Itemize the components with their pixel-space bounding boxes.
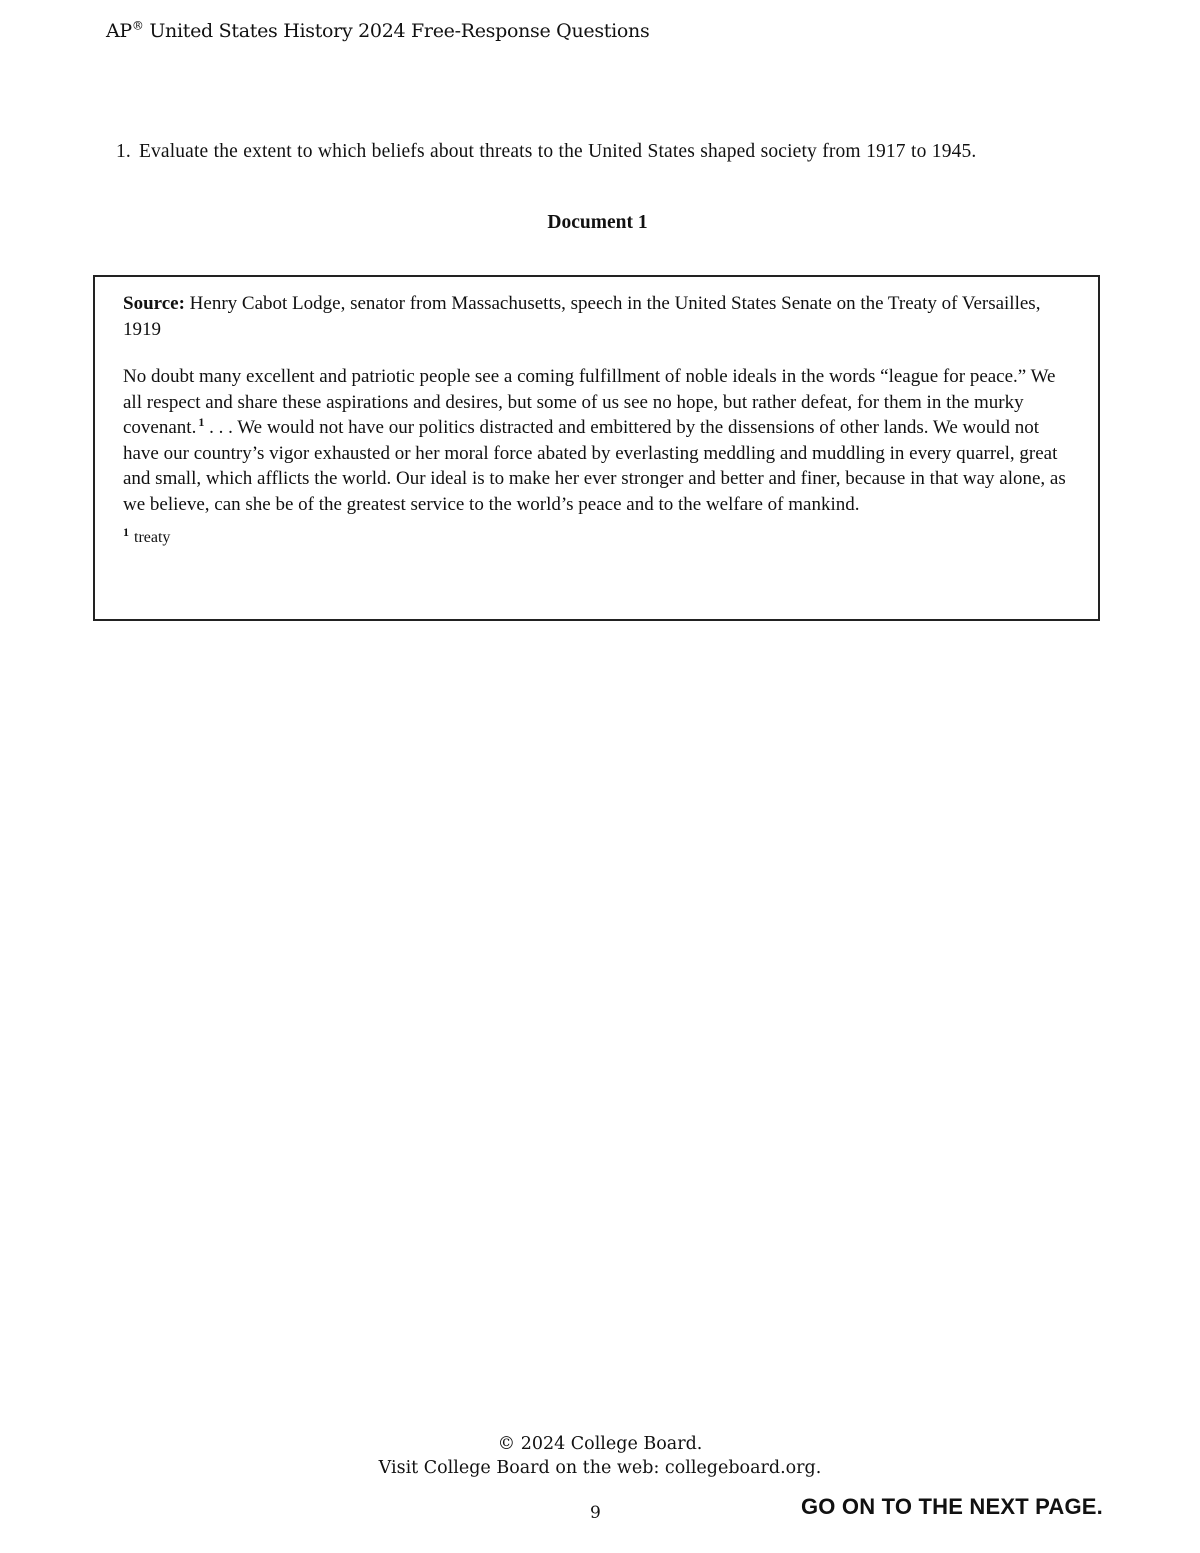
question-text: Evaluate the extent to which beliefs about threats to the United States shaped society from 1917 to 1945.	[138, 141, 977, 162]
footnote-text: treaty	[134, 529, 171, 546]
running-header	[106, 20, 649, 42]
header-prefix: AP	[106, 20, 132, 42]
page-number: 9	[590, 1503, 601, 1523]
copyright-line: © 2024 College Board.	[497, 1434, 703, 1454]
footnote-number: 1	[123, 524, 129, 539]
document-content	[123, 291, 1078, 551]
question-number: 1.	[116, 141, 131, 162]
copyright-block	[0, 1432, 1200, 1480]
next-page-notice: GO ON TO THE NEXT PAGE.	[800, 1494, 1103, 1519]
document-box	[93, 275, 1100, 621]
source-text: Henry Cabot Lodge, senator from Massachusetts, speech in the United States Senate on the Treaty of Versailles, 1919	[123, 293, 1041, 340]
question	[116, 141, 976, 163]
visit-line: Visit College Board on the web: collegeboard.org.	[378, 1458, 822, 1478]
header-title: United States History 2024 Free-Response Questions	[143, 20, 650, 42]
footnote	[123, 525, 1078, 551]
excerpt-part-1: No doubt many excellent and patriotic people see a coming fulfillment of noble ideals in the words “league for peace.” We all respect and share these aspirations and desires, but some of us see no hope, but rather defeat, for them in the murky covenant.	[123, 366, 1056, 438]
document-heading: Document 1	[547, 212, 648, 233]
source-label: Source:	[123, 293, 185, 314]
footnote-reference: 1	[198, 414, 205, 429]
document-source	[123, 291, 1078, 342]
document-excerpt	[123, 364, 1078, 517]
registered-mark: ®	[131, 18, 144, 33]
excerpt-part-2: . . . We would not have our politics distracted and embittered by the dissensions of other lands. We would not have our country’s vigor exhausted or her moral force abated by everlasting meddling and muddling in every quarrel, great and small, which afflicts the world. Our ideal is to make her ever stronger and better and finer, because in that way alone, as we believe, can she be of the greatest service to the world’s peace and to the welfare of mankind.	[123, 417, 1066, 515]
